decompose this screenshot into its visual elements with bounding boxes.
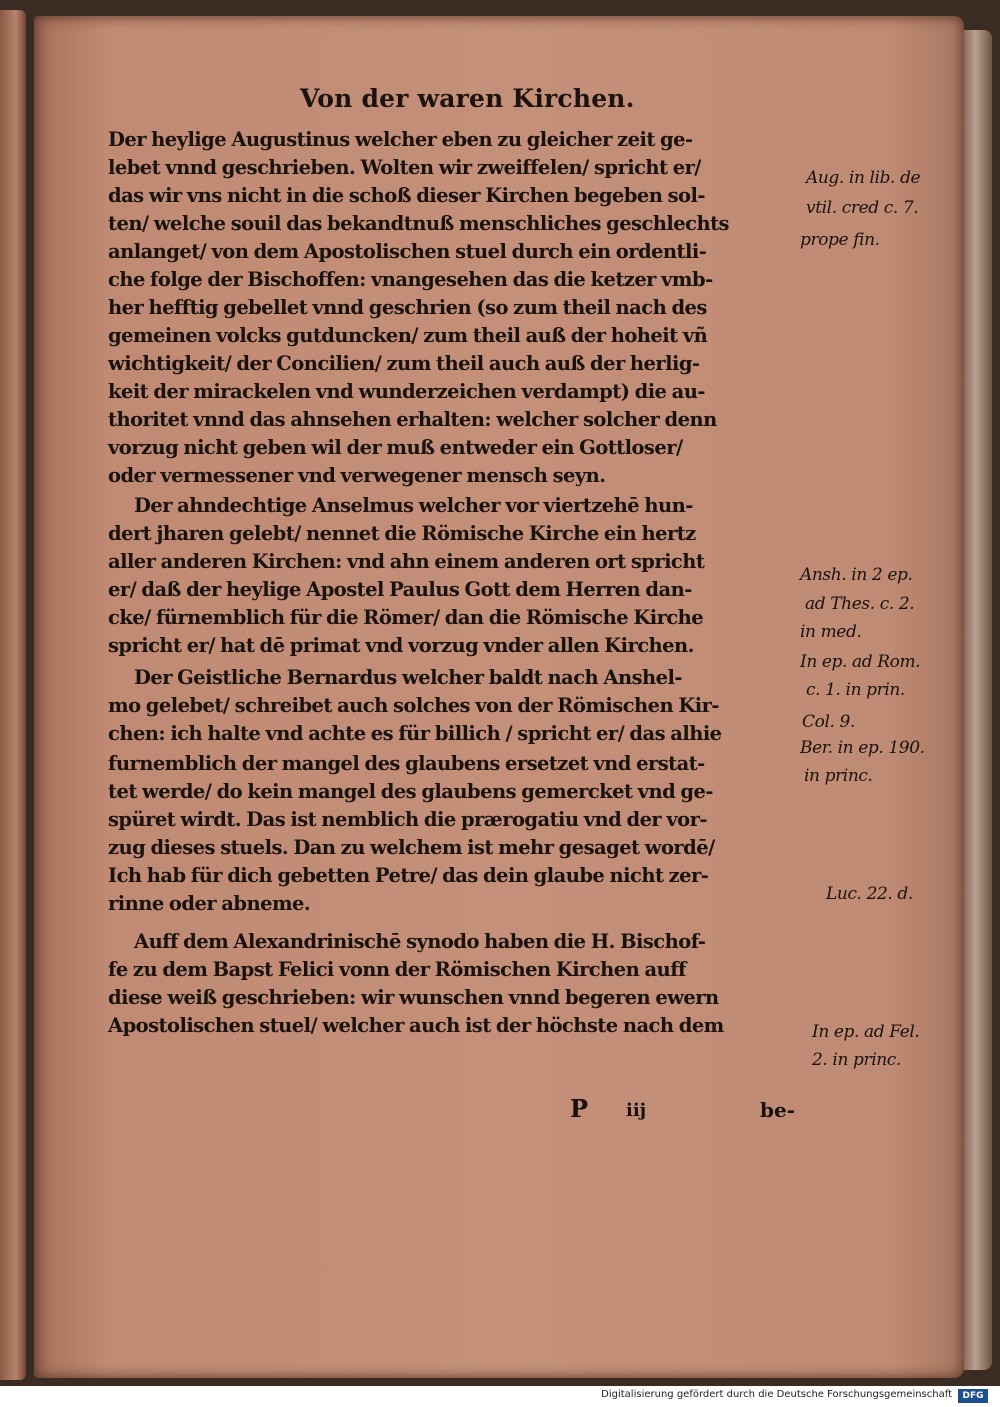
dfg-logo-icon: DFG: [958, 1389, 988, 1403]
margin-note: Ansh. in 2 ep.: [800, 565, 913, 585]
paragraph-start-line: Der ahndechtige Anselmus welcher vor viertzehē hun-: [134, 494, 693, 517]
margin-note: ad Thes. c. 2.: [805, 594, 915, 614]
text-line: Der heylige Augustinus welcher eben zu gleicher zeit ge-: [108, 128, 693, 151]
text-line: spricht er/ hat dē primat vnd vorzug vnder allen Kirchen.: [108, 634, 694, 657]
text-line: furnemblich der mangel des glaubens ersetzet vnd erstat-: [108, 752, 705, 775]
margin-note: c. 1. in prin.: [806, 680, 905, 700]
margin-note: in princ.: [804, 766, 873, 786]
text-line: her hefftig gebellet vnnd geschrien (so zum theil nach des: [108, 296, 707, 319]
text-line: chen: ich halte vnd achte es für billich / spricht er/ das alhie: [108, 722, 722, 745]
text-line: cke/ fürnemblich für die Römer/ dan die Römische Kirche: [108, 606, 704, 629]
margin-note: Col. 9.: [802, 712, 855, 732]
text-line: anlanget/ von dem Apostolischen stuel durch ein ordentli-: [108, 240, 707, 263]
text-line: che folge der Bischoffen: vnangesehen das die ketzer vmb-: [108, 268, 713, 291]
text-line: fe zu dem Bapst Felici vonn der Römischen Kirchen auff: [108, 958, 686, 981]
paragraph-start-line: Der Geistliche Bernardus welcher baldt nach Anshel-: [134, 666, 682, 689]
margin-note: prope fin.: [800, 230, 880, 250]
catchword: be-: [760, 1098, 796, 1122]
margin-note: Luc. 22. d.: [826, 884, 913, 904]
margin-note: Aug. in lib. de: [806, 168, 921, 188]
margin-note: vtil. cred c. 7.: [806, 198, 919, 218]
paragraph-start-line: Auff dem Alexandrinischē synodo haben die H. Bischof-: [134, 930, 706, 953]
signature-mark: P: [570, 1094, 589, 1123]
book-fore-edge: [964, 30, 992, 1370]
margin-note: In ep. ad Fel.: [812, 1022, 920, 1042]
text-line: rinne oder abneme.: [108, 892, 311, 915]
footer-bar: [0, 1386, 1000, 1407]
text-line: oder vermessener vnd verwegener mensch seyn.: [108, 464, 606, 487]
margin-note: Ber. in ep. 190.: [800, 738, 925, 758]
text-line: vorzug nicht geben wil der muß entweder ein Gottloser/: [108, 436, 683, 459]
margin-note: in med.: [800, 622, 862, 642]
text-line: lebet vnnd geschrieben. Wolten wir zweiffelen/ spricht er/: [108, 156, 701, 179]
text-line: er/ daß der heylige Apostel Paulus Gott dem Herren dan-: [108, 578, 692, 601]
text-line: wichtigkeit/ der Concilien/ zum theil auch auß der herlig-: [108, 352, 700, 375]
text-line: diese weiß geschrieben: wir wunschen vnnd begeren ewern: [108, 986, 719, 1009]
text-line: aller anderen Kirchen: vnd ahn einem anderen ort spricht: [108, 550, 705, 573]
text-line: keit der mirackelen vnd wunderzeichen verdampt) die au-: [108, 380, 705, 403]
text-line: das wir vns nicht in die schoß dieser Kirchen begeben sol-: [108, 184, 705, 207]
running-head: Von der waren Kirchen.: [300, 84, 635, 113]
margin-note: In ep. ad Rom.: [800, 652, 921, 672]
text-line: tet werde/ do kein mangel des glaubens gemercket vnd ge-: [108, 780, 713, 803]
text-line: dert jharen gelebt/ nennet die Römische Kirche ein hertz: [108, 522, 696, 545]
margin-note: 2. in princ.: [812, 1050, 901, 1070]
text-line: spüret wirdt. Das ist nemblich die prærogatiu vnd der vor-: [108, 808, 707, 831]
text-line: ten/ welche souil das bekandtnuß menschliches geschlechts: [108, 212, 729, 235]
text-line: zug dieses stuels. Dan zu welchem ist mehr gesaget wordē/: [108, 836, 715, 859]
text-line: mo gelebet/ schreibet auch solches von der Römischen Kir-: [108, 694, 719, 717]
footer-credit: Digitalisierung gefördert durch die Deutsche Forschungsgemeinschaft: [601, 1389, 952, 1400]
signature-number: iij: [626, 1100, 647, 1121]
text-line: Ich hab für dich gebetten Petre/ das dein glaube nicht zer-: [108, 864, 709, 887]
text-line: thoritet vnnd das ahnsehen erhalten: welcher solcher denn: [108, 408, 717, 431]
facing-page-edge: [0, 10, 26, 1380]
text-line: Apostolischen stuel/ welcher auch ist der höchste nach dem: [108, 1014, 724, 1037]
text-line: gemeinen volcks gutduncken/ zum theil auß der hoheit vñ: [108, 324, 708, 347]
